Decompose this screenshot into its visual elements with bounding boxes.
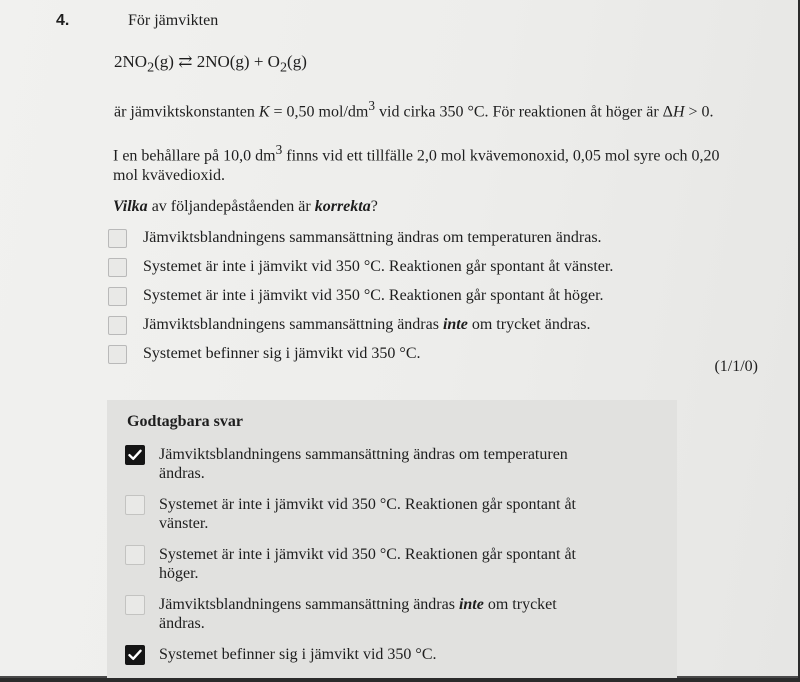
question-number: 4. [56, 12, 70, 29]
answer-item-1 [125, 445, 589, 483]
answer-label: Jämviktsblandningens sammansättning ändras inte om trycket ändras. [159, 596, 557, 632]
checked-checkbox-icon [125, 645, 145, 665]
container-description: I en behållare på 10,0 $dm^3$ finns vid ett tillfälle 2,0 mol kvävemonoxid, 0,05 mol syre och 0,20 mol kvävedioxid. [113, 142, 720, 185]
unchecked-checkbox-icon [125, 495, 145, 515]
question-prompt: Vilka av följandepåståenden är korrekta? [113, 198, 378, 215]
answer-label: Systemet är inte i jämvikt vid 350 °C. Reaktionen går spontant åt höger. [159, 546, 576, 582]
option-4[interactable] [108, 314, 590, 336]
equilibrium-constant-text: är jämviktskonstanten K = 0,50 mol/$dm^3$ vid cirka 350 °C. För reaktionen åt höger är ΔH > 0. [114, 98, 714, 121]
unchecked-checkbox-icon [125, 545, 145, 565]
option-2[interactable] [108, 256, 613, 278]
option-checkbox[interactable] [108, 229, 127, 248]
answer-label: Systemet är inte i jämvikt vid 350 °C. Reaktionen går spontant åt vänster. [159, 496, 576, 532]
unchecked-checkbox-icon [125, 595, 145, 615]
reaction-equation: $2NO_2(g)$ ⇄ $2NO(g) + O_2(g)$ [114, 52, 307, 76]
option-label: Jämviktsblandningens sammansättning ändras om temperaturen ändras. [143, 229, 602, 246]
answer-item-5 [125, 645, 589, 665]
answer-item-3 [125, 545, 589, 583]
option-label: Systemet är inte i jämvikt vid 350 °C. Reaktionen går spontant åt vänster. [143, 258, 614, 275]
answer-label: Systemet befinner sig i jämvikt vid 350 °C. [159, 646, 437, 663]
option-5[interactable] [108, 343, 420, 365]
answer-item-4 [125, 595, 589, 633]
checked-checkbox-icon [125, 445, 145, 465]
answer-item-2 [125, 495, 589, 533]
option-checkbox[interactable] [108, 345, 127, 364]
option-3[interactable] [108, 285, 604, 307]
question-intro: För jämvikten [128, 12, 219, 29]
option-label: Systemet är inte i jämvikt vid 350 °C. Reaktionen går spontant åt höger. [143, 287, 604, 304]
option-1[interactable] [108, 227, 602, 249]
option-checkbox[interactable] [108, 287, 127, 306]
answer-panel [107, 400, 677, 678]
answer-title: Godtagbara svar [127, 413, 243, 430]
option-label: Jämviktsblandningens sammansättning ändras inte om trycket ändras. [143, 316, 591, 333]
option-checkbox[interactable] [108, 316, 127, 335]
score-label: (1/1/0) [714, 358, 758, 375]
option-label: Systemet befinner sig i jämvikt vid 350 °C. [143, 345, 421, 362]
answer-label: Jämviktsblandningens sammansättning ändras om temperaturen ändras. [159, 446, 568, 482]
option-checkbox[interactable] [108, 258, 127, 277]
